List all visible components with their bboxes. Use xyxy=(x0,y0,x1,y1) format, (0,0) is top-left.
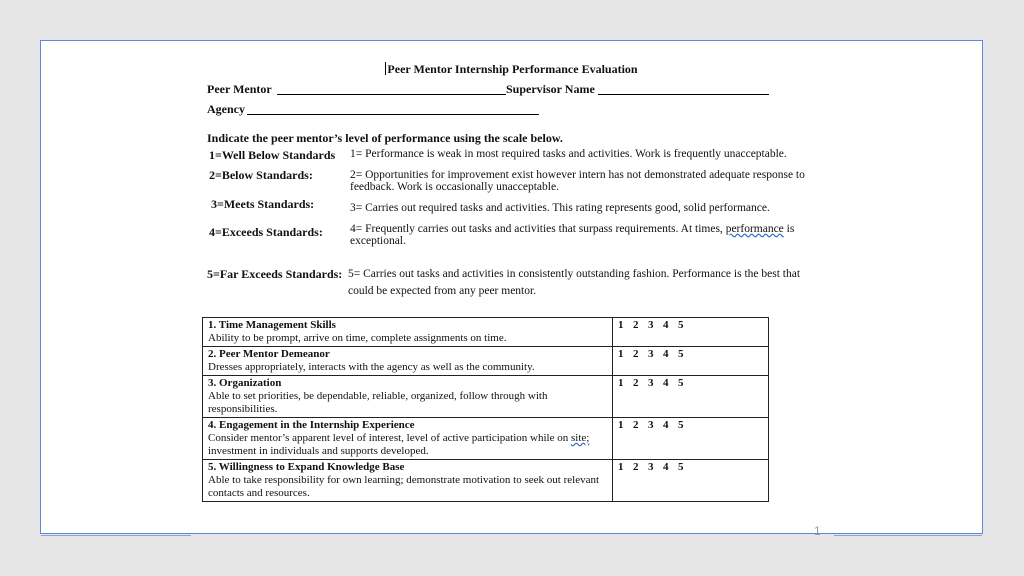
table-row xyxy=(203,460,769,502)
rating-1[interactable]: 1 xyxy=(618,348,624,360)
rating-5[interactable]: 5 xyxy=(678,319,684,331)
supervisor-label: Supervisor Name xyxy=(506,82,595,96)
scale-label-2: 2=Below Standards: xyxy=(209,168,313,182)
rating-4[interactable]: 4 xyxy=(663,461,669,473)
criterion-desc: Able to set priorities, be dependable, reliable, organized, follow through with responsibilities. xyxy=(208,390,548,415)
rating-5[interactable]: 5 xyxy=(678,377,684,389)
rating-2[interactable]: 2 xyxy=(633,419,639,431)
rating-1[interactable]: 1 xyxy=(618,419,624,431)
criterion-desc: Ability to be prompt, arrive on time, complete assignments on time. xyxy=(208,332,507,344)
criterion-cell xyxy=(203,318,613,347)
footer-rule-left xyxy=(41,535,191,536)
rating-4[interactable]: 4 xyxy=(663,348,669,360)
rating-2[interactable]: 2 xyxy=(633,377,639,389)
table-row xyxy=(203,418,769,460)
criterion-title: 5. Willingness to Expand Knowledge Base xyxy=(208,461,405,473)
document-title xyxy=(41,62,982,77)
scale-label-3: 3=Meets Standards: xyxy=(211,197,315,211)
title-text: Peer Mentor Internship Performance Evaluation xyxy=(387,62,638,76)
scale-label-4: 4=Exceeds Standards: xyxy=(209,225,323,239)
rating-3[interactable]: 3 xyxy=(648,348,654,360)
agency-blank[interactable] xyxy=(247,114,539,115)
rating-3[interactable]: 3 xyxy=(648,377,654,389)
evaluation-table xyxy=(202,317,769,502)
scale-desc-5: 5= Carries out tasks and activities in consistently outstanding fashion. Performance is the best that could be expected from any peer mentor. xyxy=(348,268,801,297)
criterion-title: 2. Peer Mentor Demeanor xyxy=(208,348,330,360)
spellcheck-word[interactable]: performance xyxy=(725,223,784,235)
supervisor-blank[interactable] xyxy=(598,94,769,95)
rating-3[interactable]: 3 xyxy=(648,419,654,431)
rating-4[interactable]: 4 xyxy=(663,419,669,431)
rating-3[interactable]: 3 xyxy=(648,319,654,331)
scale-desc-2: 2= Opportunities for improvement exist however intern has not demonstrated adequate response to feedback. Work is occasionally unacceptable. xyxy=(350,169,805,193)
spellcheck-word[interactable]: site; xyxy=(570,432,590,444)
criterion-title: 1. Time Management Skills xyxy=(208,319,336,331)
criterion-desc: Able to take responsibility for own learning; demonstrate motivation to seek out relevant contacts and resources. xyxy=(208,474,600,499)
rating-cell[interactable] xyxy=(613,347,769,376)
scale-desc-1: 1= Performance is weak in most required tasks and activities. Work is frequently unacceptable. xyxy=(350,148,787,160)
footer-rule-right xyxy=(834,535,982,536)
rating-1[interactable]: 1 xyxy=(618,461,624,473)
rating-5[interactable]: 5 xyxy=(678,348,684,360)
scale-desc-4: 4= Frequently carries out tasks and activities that surpass requirements. At times, performance is exceptional. xyxy=(350,223,795,247)
rating-cell[interactable] xyxy=(613,418,769,460)
document-page xyxy=(40,40,983,538)
table-row xyxy=(203,376,769,418)
rating-4[interactable]: 4 xyxy=(663,319,669,331)
rating-4[interactable]: 4 xyxy=(663,377,669,389)
criterion-cell xyxy=(203,460,613,502)
peer-mentor-label: Peer Mentor xyxy=(207,82,272,96)
rating-5[interactable]: 5 xyxy=(678,419,684,431)
peer-mentor-blank[interactable] xyxy=(277,94,506,95)
criterion-title: 4. Engagement in the Internship Experience xyxy=(208,419,415,431)
criterion-desc: Consider mentor’s apparent level of interest, level of active participation while on site; investment in individuals and supports developed. xyxy=(208,432,590,457)
rating-2[interactable]: 2 xyxy=(633,319,639,331)
criterion-title: 3. Organization xyxy=(208,377,282,389)
scale-instruction: Indicate the peer mentor’s level of performance using the scale below. xyxy=(207,131,563,145)
agency-label: Agency xyxy=(207,102,245,116)
scale-desc-3: 3= Carries out required tasks and activities. This rating represents good, solid performance. xyxy=(350,202,770,214)
rating-3[interactable]: 3 xyxy=(648,461,654,473)
table-row xyxy=(203,318,769,347)
rating-1[interactable]: 1 xyxy=(618,319,624,331)
criterion-cell xyxy=(203,347,613,376)
criterion-desc: Dresses appropriately, interacts with the agency as well as the community. xyxy=(208,361,535,373)
criterion-cell xyxy=(203,418,613,460)
rating-1[interactable]: 1 xyxy=(618,377,624,389)
page-number: 1 xyxy=(814,524,821,538)
criterion-cell xyxy=(203,376,613,418)
scale-label-1: 1=Well Below Standards xyxy=(209,148,336,162)
rating-5[interactable]: 5 xyxy=(678,461,684,473)
rating-cell[interactable] xyxy=(613,460,769,502)
rating-cell[interactable] xyxy=(613,376,769,418)
rating-cell[interactable] xyxy=(613,318,769,347)
table-row xyxy=(203,347,769,376)
rating-2[interactable]: 2 xyxy=(633,348,639,360)
scale-label-5: 5=Far Exceeds Standards: xyxy=(207,267,343,281)
rating-2[interactable]: 2 xyxy=(633,461,639,473)
